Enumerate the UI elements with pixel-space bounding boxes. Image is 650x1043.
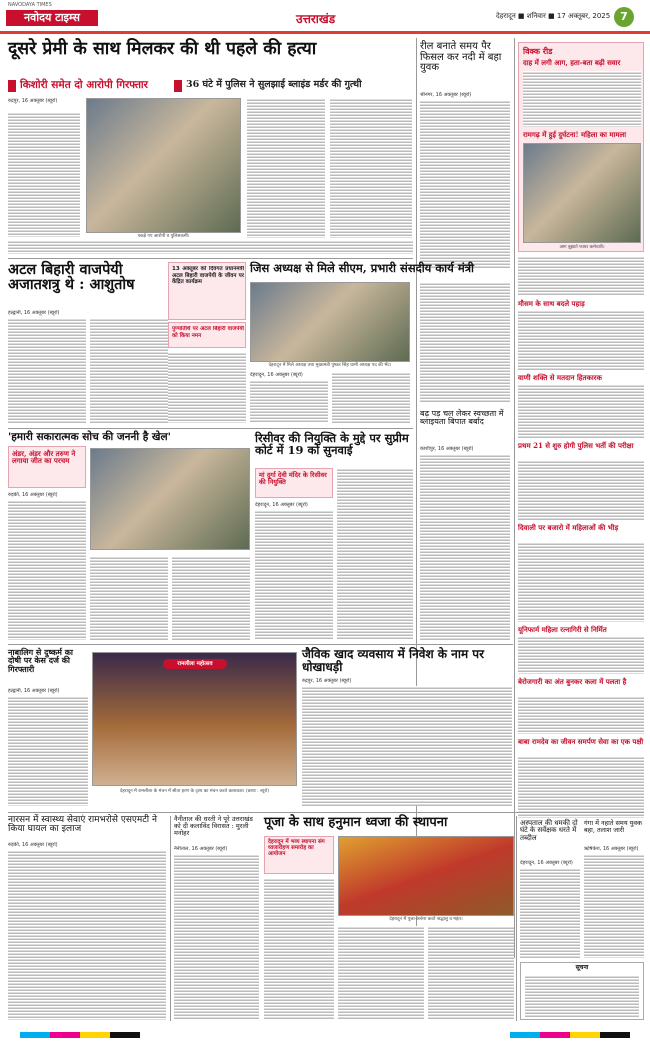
atal-body-col3 (168, 352, 246, 423)
cm-body-col1 (250, 380, 328, 423)
page-number: 7 (614, 7, 634, 27)
receiver-body-col1 (255, 510, 333, 640)
section-rule (8, 258, 413, 259)
left-bottom-dateline: हल्द्वानी, 16 अक्तूबर (ब्यूरो) (8, 688, 60, 694)
organic-headline: जैविक खाद व्यवसाय में निवेश के नाम पर धोखाधड़ी (302, 647, 485, 674)
receiver-box (255, 468, 333, 498)
receiver-dateline: देहरादून, 16 अक्तूबर (ब्यूरो) (255, 502, 308, 508)
brief4-body (518, 542, 644, 622)
cm-body-col3 (420, 282, 510, 402)
arrest-body (520, 868, 580, 958)
hospital-dateline: रुड़की, 16 अक्तूबर (ब्यूरो) (8, 842, 58, 848)
ramleela-banner: रामलीला महोत्सव (163, 659, 227, 669)
masthead (0, 0, 650, 34)
hospital-headline: नारसन में स्वास्थ्य सेवाएं रामभरोसे एसएमटी ने किया घायल का इलाज (8, 815, 157, 835)
ramleela-dateline: नैनीताल, 16 अक्तूबर (ब्यूरो) (174, 846, 228, 852)
print-marks (0, 1028, 650, 1043)
column-divider (514, 38, 515, 958)
atal-box1-text: 13 अक्तूबर को दिवंगत प्रधानमंत्री अटल बिहारी वाजपेयी के जीवन पर केंद्रित कार्यक्रम (172, 266, 244, 285)
section-label: उत्तराखंड (296, 12, 336, 26)
color-strip (20, 1032, 140, 1038)
sports-photo (90, 448, 250, 550)
puja-box-text: देहरादून में भव्य स्थापना संग ध्वजारोहण समारोह का आयोजन (268, 839, 325, 857)
sports-body-col2 (90, 556, 168, 640)
brief3-body (518, 460, 644, 520)
lead-headline: दूसरे प्रेमी के साथ मिलकर की थी पहले की हत्या (8, 39, 317, 59)
atal-body-col2 (90, 318, 168, 423)
notice-label: सूचना (575, 964, 589, 971)
lead-sub1: किशोरी समेत दो आरोपी गिरफ्तार (20, 79, 148, 91)
bullet-marker (8, 80, 16, 92)
section-rule (8, 644, 513, 645)
atal-body-col1 (8, 318, 86, 423)
brand-logo: नवोदय टाइम्स (6, 10, 98, 26)
color-strip (510, 1032, 630, 1038)
ganga-dateline: ऋषिकेश, 16 अक्तूबर (ब्यूरो) (584, 846, 639, 852)
ramleela-photo-caption: देहरादून में रामलीला के मंचन में सीता हरण के दृश्य का मंचन करते कलाकार। (छाया : ब्यूरो) (120, 789, 269, 794)
notice-box (520, 962, 644, 1020)
arrest-headline: अस्पताल की धमकी दो घंटे के सर्वेक्षक धरते में तब्दील (520, 819, 578, 842)
lead-body-bottom (8, 240, 413, 254)
atal-headline: अटल बिहारी वाजपेयी अजातशत्रु थे : आशुतोष (8, 261, 135, 294)
sports-dateline: रुड़की, 16 अक्तूबर (ब्यूरो) (8, 492, 58, 498)
bullet-marker (174, 80, 182, 92)
brief4-headline: दिवाली पर बजारो में महिलाओं की भीड़ (518, 523, 619, 532)
brief5-body (518, 636, 644, 674)
receiver-body-col2 (337, 468, 413, 640)
date-line: देहरादून ■ शनिवार ■ 17 अक्तूबर, 2025 (496, 12, 611, 20)
brief1-body (518, 310, 644, 370)
brand-subtitle: NAVODAYA TIMES (8, 2, 52, 8)
sports-sub: अंडर, अंडर और तरुण ने लगाया जीत का परचम (12, 449, 76, 466)
brief7-headline: बाबा रामदेव का जीवन समर्पण सेवा का एक पक्षी (518, 737, 644, 746)
ramleela-headline: नैनीताल की धरती ने पूरे उत्तराखंड को दी कलाविंद विरासत : मुरली मनोहर (174, 815, 253, 837)
brief2-headline: वाणी शक्ति से मतदान हितकारक (518, 373, 602, 382)
viewpoint-label: विक्क रीड (523, 47, 553, 56)
organic-body (302, 686, 512, 806)
viewpoint-headline: दाह में लगी आग, हता-बता बढ़ी सवार (523, 58, 621, 67)
ramleela-body (174, 854, 259, 1020)
lead-dateline: रुद्रपुर, 16 अक्तूबर (ब्यूरो) (8, 98, 58, 104)
section-rule (8, 812, 644, 813)
viewpoint-sub: रामगढ़ में हुई दुर्घटना! महिला का मामला (523, 130, 627, 139)
sports-body-col3 (172, 556, 250, 640)
brief5-headline: यूनिफार्म महिला रत्नागिरी से निर्मित (518, 625, 607, 634)
column-divider (516, 816, 517, 1021)
viewpoint-photo (523, 143, 641, 243)
puja-photo-caption: देहरादून में पूजा-अर्चना करते श्रद्धालु व महंत। (389, 917, 463, 922)
column-divider (170, 816, 171, 1021)
masthead-rule (0, 31, 650, 34)
cm-photo-caption: देहरादून में मिले अध्यक्ष तथा मुख्यमंत्री पुष्कर सिंह धामी अध्यक्ष पद की भेंट। (268, 363, 392, 368)
side-body (420, 100, 510, 268)
cm-dateline: देहरादून, 16 अक्तूबर (ब्यूरो) (250, 372, 303, 378)
protest-body (420, 454, 510, 640)
brief3-headline: प्रथम 21 से शुरु होगी पुलिस भर्ती की परीक्षा (518, 441, 634, 450)
lead-body-col1 (8, 112, 80, 237)
brief6-headline: बेरोजगारी का अंत बुनकर कला में पलता है (518, 677, 627, 686)
protest-headline: बढ़ पड़ चल लेकर स्वच्छता में ब्लाइयता बिपात बर्बाद (420, 409, 504, 427)
ganga-headline: गंगा में नहाते समय युवक बहा, तलाश जारी (584, 819, 643, 834)
receiver-box-text: मां दुर्गा देवी मंदिर के रिसीवर की नियुक्ति (259, 471, 327, 486)
puja-photo (338, 836, 514, 916)
ramleela-photo (92, 652, 297, 786)
receiver-headline: रिसीवर की नियुक्ति के मुद्दे पर सुप्रीम कोर्ट में 19 को सुनवाई (255, 431, 409, 458)
section-rule (8, 428, 413, 429)
cm-headline: जिस अध्यक्ष से मिले सीएम, प्रभारी संसदीय कार्य मंत्री (250, 261, 475, 275)
cm-body-col2 (332, 372, 410, 423)
brief6-body (518, 696, 644, 734)
side-headline: रील बनाते समय पैर फिसल कर नदी में बहा युवक (420, 41, 502, 73)
left-bottom-body (8, 696, 88, 806)
atal-box2-text: पुण्यतिथि पर अटल बिहारी वाजपेयी को किया नमन (172, 326, 244, 339)
viewpoint-photo-caption: आग बुझाते फायर कर्मचारी। (559, 245, 605, 250)
lead-body-col3 (247, 98, 325, 238)
sports-body-col1 (8, 500, 86, 640)
puja-headline: पूजा के साथ हनुमान ध्वजा की स्थापना (264, 815, 448, 830)
lead-sub2: 36 घंटे में पुलिस ने सुलझाई ब्लाइंड मर्डर की गुत्थी (186, 79, 362, 90)
viewpoint-body (523, 71, 641, 127)
arrest-dateline: देहरादून, 16 अक्तूबर (ब्यूरो) (520, 860, 573, 866)
sports-headline: 'हमारी सकारात्मक सोच की जननी है खेल' (8, 431, 171, 443)
brief7-body (518, 756, 644, 818)
viewpoint-box (518, 42, 644, 252)
atal-dateline: हल्द्वानी, 16 अक्तूबर (ब्यूरो) (8, 310, 60, 316)
viewpoint-more (518, 256, 644, 296)
brief1-headline: मौसम के साथ बदले पहाड़ (518, 299, 585, 308)
atal-box1 (168, 262, 246, 320)
notice-body (525, 975, 639, 1017)
cm-photo (250, 282, 410, 362)
side-dateline: श्रीनगर, 16 अक्तूबर (ब्यूरो) (420, 92, 472, 98)
hospital-body (8, 850, 166, 1020)
lead-photo (86, 98, 241, 233)
lead-subheads (8, 80, 413, 94)
brief2-body (518, 384, 644, 439)
puja-body-col3 (428, 926, 514, 1020)
puja-box (264, 836, 334, 874)
sports-sub-box (8, 446, 86, 488)
lead-body-col4 (330, 98, 412, 238)
lead-photo-caption: पकड़े गए आरोपी व पुलिसकर्मी। (137, 234, 190, 239)
puja-body-col1 (264, 878, 334, 1020)
puja-body-col2 (338, 926, 424, 1020)
atal-box2 (168, 322, 246, 348)
organic-dateline: रुद्रपुर, 16 अक्तूबर (ब्यूरो) (302, 678, 352, 684)
ganga-body (584, 854, 644, 958)
left-bottom-headline: नाबालिग से दुष्कर्म का दोषी पर केस दर्ज की गिरफ्तारी (8, 647, 73, 674)
protest-dateline: काशीपुर, 16 अक्तूबर (ब्यूरो) (420, 446, 474, 452)
